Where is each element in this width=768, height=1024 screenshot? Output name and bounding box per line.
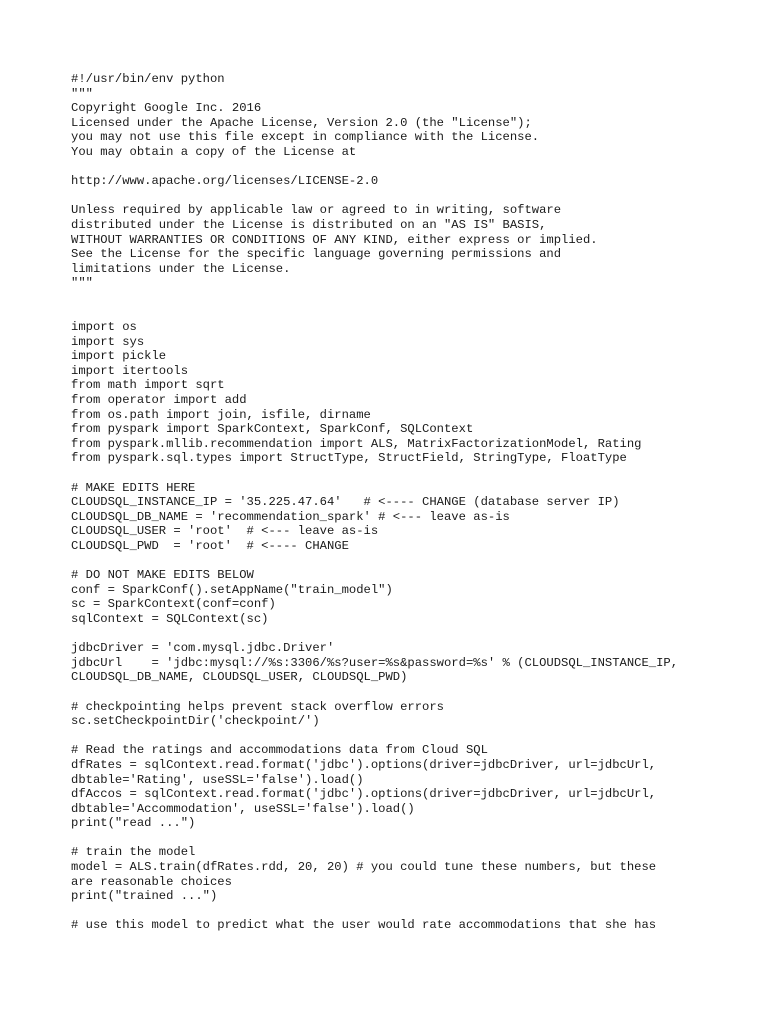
code-line: Unless required by applicable law or agreed to in writing, software (71, 203, 562, 218)
code-line: from os.path import join, isfile, dirname (71, 407, 371, 422)
code-line: from pyspark.mllib.recommendation import ALS, MatrixFactorizationModel, Rating (71, 436, 642, 451)
code-line: from operator import add (71, 393, 247, 408)
code-line: dfRates = sqlContext.read.format('jdbc').options(driver=jdbcDriver, url=jdbcUrl, (71, 757, 657, 772)
code-line: model = ALS.train(dfRates.rdd, 20, 20) # you could tune these numbers, but these (71, 860, 657, 875)
code-line: CLOUDSQL_PWD = 'root' # <---- CHANGE (71, 539, 349, 553)
code-line: CLOUDSQL_USER = 'root' # <--- leave as-is (71, 524, 379, 539)
code-line: jdbcDriver = 'com.mysql.jdbc.Driver' (71, 641, 335, 656)
code-line: from math import sqrt (71, 378, 225, 393)
code-line (71, 306, 761, 321)
code-line: distributed under the License is distributed on an "AS IS" BASIS, (71, 217, 547, 232)
code-line: print("trained ...") (71, 889, 218, 904)
code-line: # use this model to predict what the user would rate accommodations that she has (71, 918, 657, 933)
code-line: WITHOUT WARRANTIES OR CONDITIONS OF ANY KIND, either express or implied. (71, 232, 598, 247)
code-line: sc = SparkContext(conf=conf) (71, 597, 276, 612)
code-line (71, 729, 761, 744)
code-line: from pyspark import SparkContext, SparkConf, SQLContext (71, 422, 474, 437)
code-line: CLOUDSQL_INSTANCE_IP = '35.225.47.64' # <---- CHANGE (database server IP) (71, 495, 620, 510)
code-line: import os (71, 320, 137, 335)
code-line: # train the model (71, 845, 196, 860)
code-line (71, 831, 761, 846)
code-line (71, 291, 761, 306)
code-listing (71, 72, 761, 933)
code-line: CLOUDSQL_DB_NAME, CLOUDSQL_USER, CLOUDSQL_PWD) (71, 670, 408, 685)
code-line (71, 160, 761, 175)
code-line: are reasonable choices (71, 874, 232, 889)
code-line: Copyright Google Inc. 2016 (71, 101, 262, 116)
code-line: """ (71, 86, 93, 101)
code-line: import pickle (71, 349, 167, 364)
code-line: sc.setCheckpointDir('checkpoint/') (71, 714, 320, 729)
code-line: jdbcUrl = 'jdbc:mysql://%s:3306/%s?user=%s&password=%s' % (CLOUDSQL_INSTANCE_IP, (71, 655, 679, 670)
code-line: dfAccos = sqlContext.read.format('jdbc').options(driver=jdbcDriver, url=jdbcUrl, (71, 787, 657, 802)
code-line (71, 466, 761, 481)
code-line (71, 627, 761, 642)
code-line: sqlContext = SQLContext(sc) (71, 611, 269, 626)
code-line (71, 189, 761, 204)
code-line: http://www.apache.org/licenses/LICENSE-2.0 (71, 174, 379, 189)
code-line: CLOUDSQL_DB_NAME = 'recommendation_spark' # <--- leave as-is (71, 509, 510, 524)
code-line: import sys (71, 334, 145, 349)
code-line: conf = SparkConf().setAppName("train_model") (71, 582, 393, 597)
code-line: # Read the ratings and accommodations data from Cloud SQL (71, 743, 488, 758)
code-line: dbtable='Accommodation', useSSL='false').load() (71, 801, 415, 816)
code-line (71, 685, 761, 700)
code-line: """ (71, 276, 93, 291)
code-line: limitations under the License. (71, 261, 291, 276)
code-line: you may not use this file except in compliance with the License. (71, 130, 540, 145)
code-line: # MAKE EDITS HERE (71, 480, 196, 495)
code-line: #!/usr/bin/env python (71, 72, 225, 86)
code-line: # checkpointing helps prevent stack overflow errors (71, 699, 444, 714)
code-line: See the License for the specific language governing permissions and (71, 247, 562, 262)
code-line: You may obtain a copy of the License at (71, 144, 357, 159)
code-line: dbtable='Rating', useSSL='false').load() (71, 772, 364, 787)
code-line: # DO NOT MAKE EDITS BELOW (71, 568, 254, 583)
code-line: from pyspark.sql.types import StructType, StructField, StringType, FloatType (71, 451, 627, 466)
code-line: Licensed under the Apache License, Version 2.0 (the "License"); (71, 115, 532, 130)
code-line: import itertools (71, 363, 189, 378)
code-line (71, 554, 761, 569)
code-line: print("read ...") (71, 816, 196, 831)
code-line (71, 904, 761, 919)
